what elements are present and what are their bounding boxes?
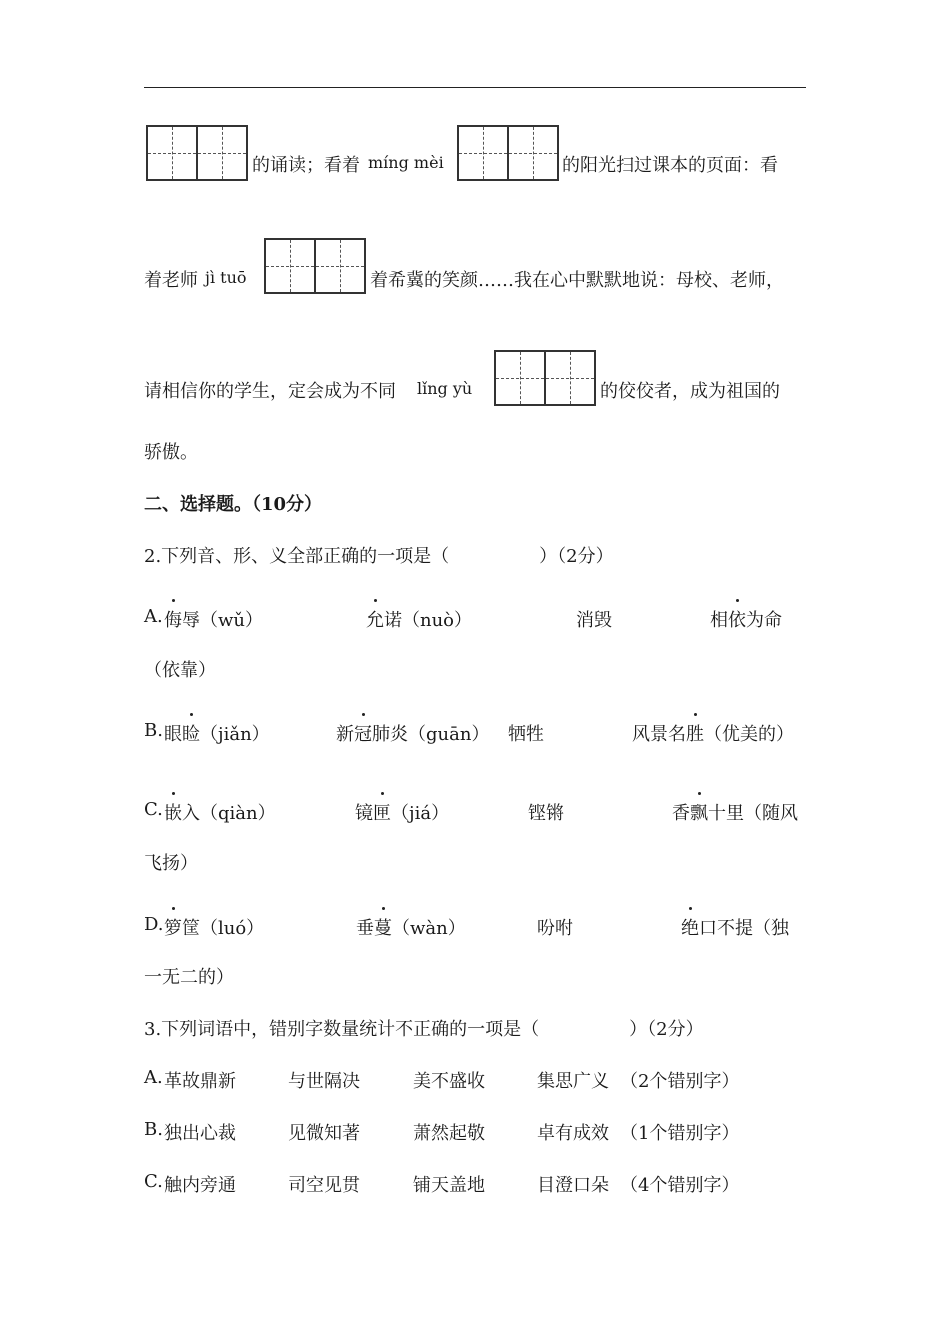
answer-grid-3[interactable]	[264, 238, 366, 294]
grid-cell[interactable]	[459, 127, 509, 179]
option-word	[164, 914, 264, 940]
answer-grid-1[interactable]	[146, 125, 248, 181]
dotted-char: 绝	[681, 914, 699, 940]
answer-grid-4[interactable]	[494, 350, 596, 406]
option-continuation: 飞扬）	[144, 853, 198, 874]
option-word	[366, 606, 472, 632]
option-label[interactable]: A.	[144, 606, 163, 627]
option-word	[355, 799, 449, 825]
pinyin: jì tuō	[205, 268, 247, 287]
option-word: 吩咐	[537, 918, 573, 939]
option-word: 铺天盖地	[413, 1175, 485, 1196]
option-label[interactable]: C.	[144, 799, 163, 820]
dotted-char: 蔓	[374, 914, 392, 940]
dotted-char: 依	[728, 606, 746, 632]
dotted-char: 侮	[164, 606, 182, 632]
error-count: （1个错别字）	[620, 1123, 740, 1144]
word-rest: 辱（wǔ）	[182, 610, 263, 631]
option-word: 卓有成效	[537, 1123, 609, 1144]
grid-cell[interactable]	[148, 127, 198, 179]
dotted-char: 睑	[182, 720, 200, 746]
option-word	[710, 606, 782, 632]
dotted-char: 匣	[373, 799, 391, 825]
word-rest: （wàn）	[392, 918, 466, 939]
option-label[interactable]: B.	[144, 720, 163, 741]
option-word: 触内旁通	[164, 1175, 236, 1196]
fill-text: 着老师	[144, 270, 198, 291]
fill-text: 的佼佼者，成为祖国的	[600, 381, 780, 402]
grid-cell[interactable]	[198, 127, 246, 179]
word-pre: 香	[672, 803, 690, 824]
option-label[interactable]: C.	[144, 1171, 163, 1192]
option-word: 独出心裁	[164, 1123, 236, 1144]
word-rest: 十里（随风	[708, 803, 798, 824]
word-pre: 眼	[164, 724, 182, 745]
word-rest: 肺炎（guān）	[372, 724, 490, 745]
option-label[interactable]: A.	[144, 1067, 163, 1088]
fill-text: 请相信你的学生，定会成为不同	[144, 381, 396, 402]
fill-text: 骄傲。	[144, 442, 198, 463]
dotted-char: 飘	[690, 799, 708, 825]
word-rest: 筐（luó）	[182, 918, 265, 939]
grid-cell[interactable]	[546, 352, 594, 404]
dotted-char: 箩	[164, 914, 182, 940]
option-word: 见微知著	[288, 1123, 360, 1144]
question-stem: 2.下列音、形、义全部正确的一项是（ ）（2分）	[144, 546, 614, 567]
option-word: 与世隔决	[288, 1071, 360, 1092]
error-count: （4个错别字）	[620, 1175, 740, 1196]
word-pre: 垂	[356, 918, 374, 939]
dotted-char: 嵌	[164, 799, 182, 825]
grid-cell[interactable]	[316, 240, 364, 292]
option-word	[164, 606, 263, 632]
word-rest: 口不提（独	[699, 918, 789, 939]
grid-cell[interactable]	[266, 240, 316, 292]
option-word	[164, 720, 270, 746]
option-word: 革故鼎新	[164, 1071, 236, 1092]
word-rest: 诺（nuò）	[384, 610, 473, 631]
dotted-char: 允	[366, 606, 384, 632]
word-pre: 风景名	[632, 724, 686, 745]
section-heading: 二、选择题。（10分）	[144, 494, 323, 515]
grid-cell[interactable]	[496, 352, 546, 404]
fill-text: 着希冀的笑颜……我在心中默默地说：母校、老师，	[370, 270, 784, 291]
word-pre: 镜	[355, 803, 373, 824]
fill-text: 的阳光扫过课本的页面：看	[562, 155, 778, 176]
option-word: 集思广义	[537, 1071, 609, 1092]
option-word	[672, 799, 798, 825]
word-rest: 为命	[746, 610, 782, 631]
option-label[interactable]: B.	[144, 1119, 163, 1140]
dotted-char: 冠	[354, 720, 372, 746]
question-stem: 3.下列词语中，错别字数量统计不正确的一项是（ ）（2分）	[144, 1019, 704, 1040]
option-word	[336, 720, 489, 746]
pinyin: lǐng yù	[417, 379, 473, 398]
option-word	[164, 799, 276, 825]
word-rest: （jiá）	[391, 803, 450, 824]
option-continuation: （依靠）	[144, 660, 216, 681]
word-rest: （优美的）	[704, 724, 794, 745]
option-word	[681, 914, 789, 940]
header-rule	[144, 87, 806, 88]
dotted-char: 胜	[686, 720, 704, 746]
word-pre: 新	[336, 724, 354, 745]
option-word: 美不盛收	[413, 1071, 485, 1092]
fill-text: 的诵读；看着	[252, 155, 360, 176]
option-word: 消毁	[576, 610, 612, 631]
grid-cell[interactable]	[509, 127, 557, 179]
word-rest: 入（qiàn）	[182, 803, 276, 824]
option-word: 铿锵	[528, 803, 564, 824]
error-count: （2个错别字）	[620, 1071, 740, 1092]
word-rest: （jiǎn）	[200, 724, 270, 745]
word-pre: 相	[710, 610, 728, 631]
option-word	[632, 720, 794, 746]
option-continuation: 一无二的）	[144, 967, 234, 988]
pinyin: míng mèi	[368, 153, 444, 172]
option-label[interactable]: D.	[144, 914, 164, 935]
option-word: 目澄口朵	[537, 1175, 609, 1196]
option-word	[356, 914, 466, 940]
answer-grid-2[interactable]	[457, 125, 559, 181]
option-word: 牺牲	[508, 724, 544, 745]
option-word: 萧然起敬	[413, 1123, 485, 1144]
option-word: 司空见贯	[288, 1175, 360, 1196]
